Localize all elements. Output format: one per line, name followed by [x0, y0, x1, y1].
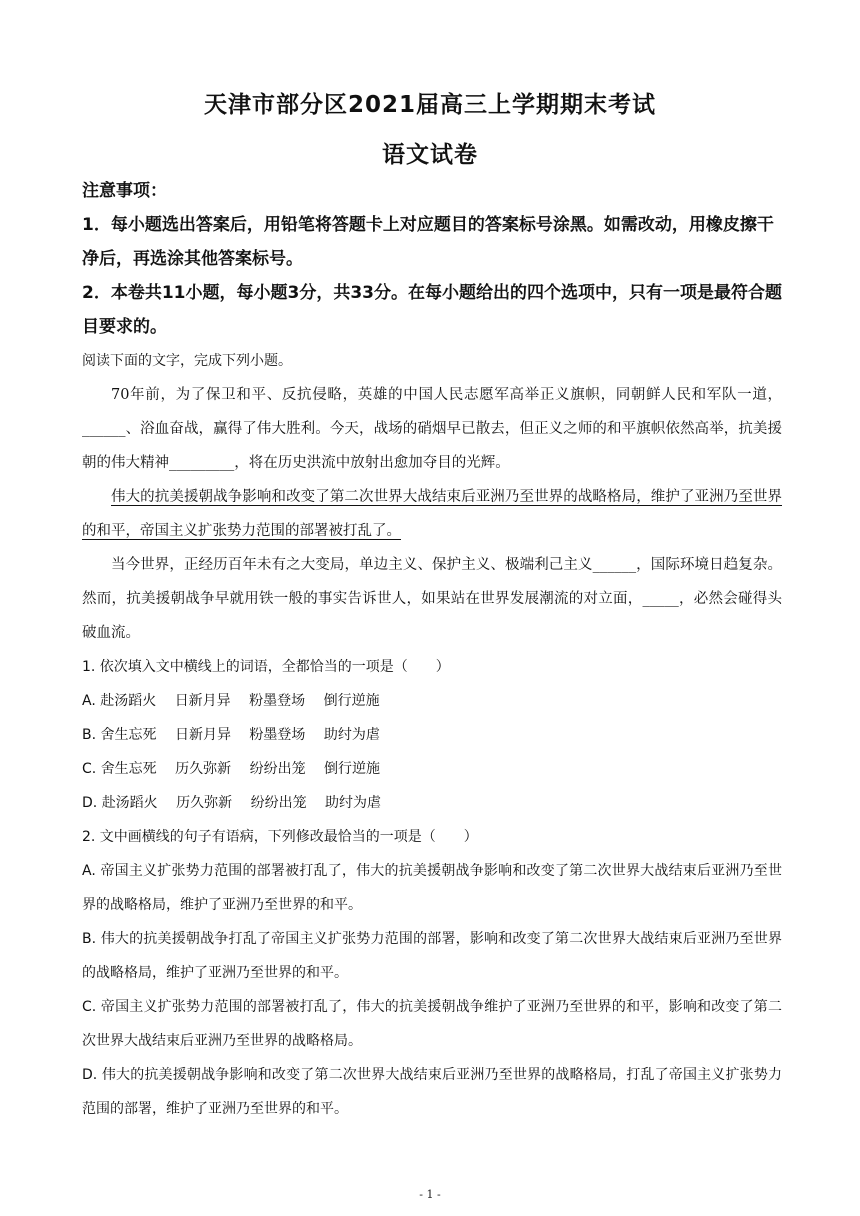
option-word: 倒行逆施 — [323, 693, 380, 709]
option-word: 纷纷出笼 — [250, 795, 307, 811]
option-word: 历久弥新 — [175, 761, 232, 777]
option-word: 纷纷出笼 — [249, 761, 306, 777]
option-letter: B. — [82, 931, 97, 947]
option-word: 舍生忘死 — [100, 761, 157, 777]
option-word: 舍生忘死 — [100, 727, 157, 743]
question-2-option-c — [82, 990, 782, 1058]
option-text: 伟大的抗美援朝战争打乱了帝国主义扩张势力范围的部署，影响和改变了第二次世界大战结束后亚洲乃至世界的战略格局，维护了亚洲乃至世界的和平。 — [82, 931, 783, 981]
option-word: 日新月异 — [174, 693, 231, 709]
option-letter: C. — [82, 761, 97, 777]
question-1-option-c — [82, 752, 782, 786]
page-number: - 1 - — [419, 1188, 441, 1201]
option-word: 日新月异 — [174, 727, 231, 743]
notes-item-2: 2．本卷共11小题，每小题3分，共33分。在每小题给出的四个选项中，只有一项是最符合题目要求的。 — [82, 283, 782, 337]
notes-heading: 注意事项： — [82, 181, 167, 201]
option-text: 伟大的抗美援朝战争影响和改变了第二次世界大战结束后亚洲乃至世界的战略格局，打乱了帝国主义扩张势力范围的部署，维护了亚洲乃至世界的和平。 — [82, 1067, 782, 1117]
question-1-option-b — [82, 718, 782, 752]
option-word: 助纣为虐 — [323, 727, 380, 743]
question-2-option-b — [82, 922, 782, 990]
page-subtitle: 语文试卷 — [382, 142, 478, 168]
option-word: 倒行逆施 — [324, 761, 381, 777]
option-word: 粉墨登场 — [249, 693, 306, 709]
option-word: 粉墨登场 — [249, 727, 306, 743]
option-letter: A. — [82, 693, 96, 709]
option-text: 帝国主义扩张势力范围的部署被打乱了，伟大的抗美援朝战争维护了亚洲乃至世界的和平，影响和改变了第二次世界大战结束后亚洲乃至世界的战略格局。 — [82, 999, 783, 1049]
option-word: 赴汤蹈火 — [100, 693, 157, 709]
passage-intro: 阅读下面的文字，完成下列小题。 — [82, 353, 292, 369]
question-1-option-a — [82, 684, 782, 718]
question-2-option-d — [82, 1058, 782, 1126]
option-letter: D. — [82, 1067, 98, 1083]
option-word: 助纣为虐 — [325, 795, 382, 811]
option-letter: B. — [82, 727, 97, 743]
option-text: 帝国主义扩张势力范围的部署被打乱了，伟大的抗美援朝战争影响和改变了第二次世界大战结束后亚洲乃至世界的战略格局，维护了亚洲乃至世界的和平。 — [82, 863, 782, 913]
page-title: 天津市部分区2021届高三上学期期末考试 — [203, 92, 656, 118]
question-1-option-d — [82, 786, 782, 820]
option-letter: D. — [82, 795, 98, 811]
question-2-option-a — [82, 854, 782, 922]
question-2-stem: 2. 文中画横线的句子有语病，下列修改最恰当的一项是（ ） — [82, 829, 478, 845]
notes-section — [82, 174, 782, 344]
option-word: 赴汤蹈火 — [101, 795, 158, 811]
notes-item-1: 1．每小题选出答案后，用铅笔将答题卡上对应题目的答案标号涂黑。如需改动，用橡皮擦干净后，再选涂其他答案标号。 — [82, 215, 774, 269]
question-1-stem: 1. 依次填入文中横线上的词语，全都恰当的一项是（ ） — [82, 659, 450, 675]
option-letter: A. — [82, 863, 96, 879]
option-letter: C. — [82, 999, 97, 1015]
passage-paragraph-1: 70年前，为了保卫和平、反抗侵略，英雄的中国人民志愿军高举正义旗帜，同朝鲜人民和军队一道，______、浴血奋战，赢得了伟大胜利。今天，战场的硝烟早已散去，但正义之师的和平旗帜依然高举，抗美援朝的伟大精神_________，将在历史洪流中放射出愈加夺目的光辉。 — [82, 387, 782, 471]
option-word: 历久弥新 — [176, 795, 233, 811]
passage-paragraph-2-underlined: 伟大的抗美援朝战争影响和改变了第二次世界大战结束后亚洲乃至世界的战略格局，维护了亚洲乃至世界的和平，帝国主义扩张势力范围的部署被打乱了。 — [82, 489, 782, 539]
passage-paragraph-3: 当今世界，正经历百年未有之大变局，单边主义、保护主义、极端利己主义______，国际环境日趋复杂。然而，抗美援朝战争早就用铁一般的事实告诉世人，如果站在世界发展潮流的对立面，_____，必然会碰得头破血流。 — [82, 557, 782, 641]
reading-section — [82, 344, 782, 1126]
